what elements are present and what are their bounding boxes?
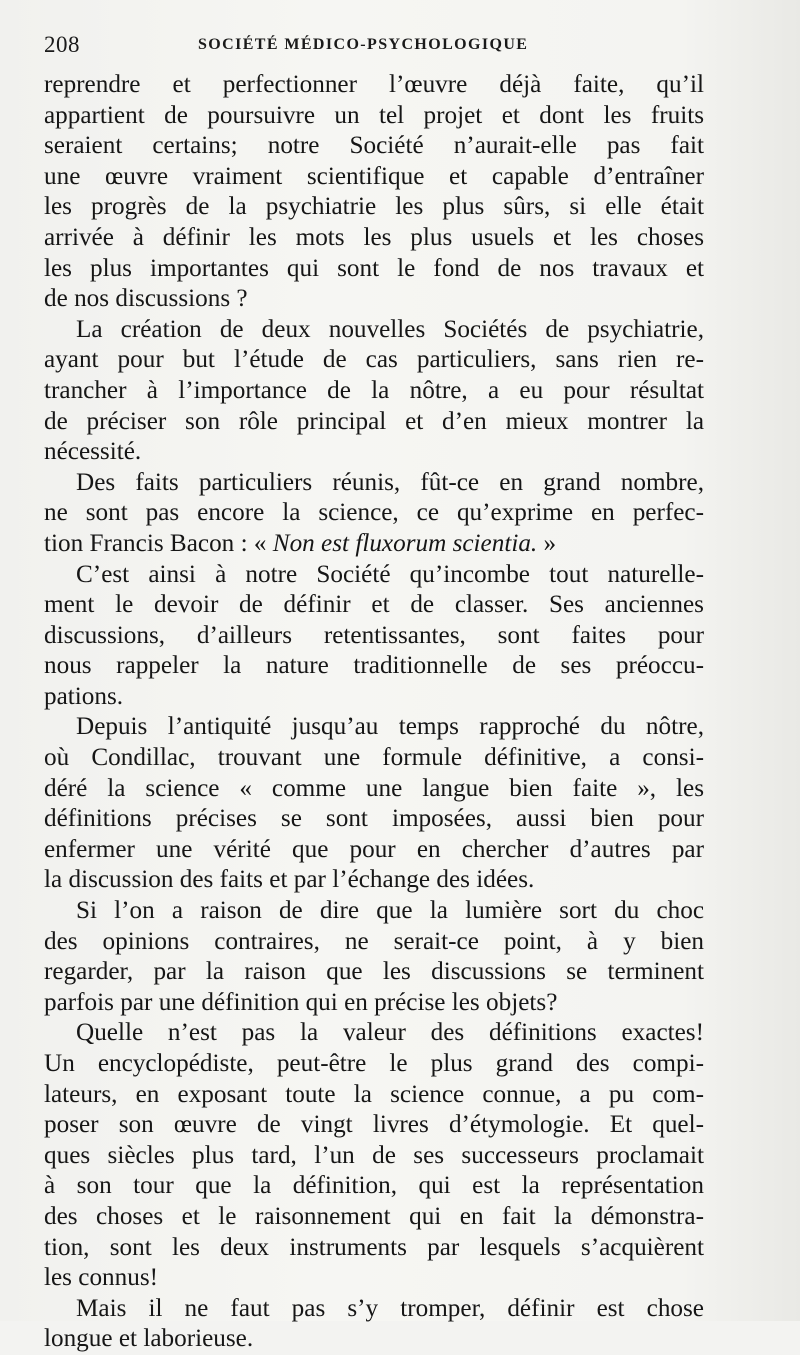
line-text: La création de deux nouvelles Sociétés de psychiatrie, <box>76 315 704 343</box>
line-text: où Condillac, trouvant une formule définitive, a consi- <box>44 744 704 772</box>
line-text: les progrès de la psychiatrie les plus sûrs, si elle était <box>44 193 704 221</box>
text-line <box>44 101 704 132</box>
line-text: lateurs, en exposant toute la science connue, a pu com- <box>44 1080 704 1108</box>
line-text: la discussion des faits et par l’échange des idées. <box>44 866 535 894</box>
text-line <box>44 1294 704 1325</box>
line-text: enfermer une vérité que pour en chercher d’autres par <box>44 835 704 863</box>
text-line <box>44 927 704 958</box>
body-text <box>44 70 704 1355</box>
text-line <box>44 1171 704 1202</box>
text-line <box>44 468 704 499</box>
text-line <box>44 1018 704 1049</box>
running-title: SOCIÉTÉ MÉDICO-PSYCHOLOGIQUE <box>198 36 529 53</box>
text-line <box>44 223 704 254</box>
text-line <box>44 743 704 774</box>
text-line <box>44 1324 704 1355</box>
text-line <box>44 865 704 896</box>
line-text: à son tour que la définition, qui est la représentation <box>44 1172 704 1200</box>
line-text: une œuvre vraiment scientifique et capable d’entraîner <box>44 162 704 190</box>
line-text: Mais il ne faut pas s’y tromper, définir est chose <box>76 1294 704 1322</box>
text-line <box>44 896 704 927</box>
text-line <box>44 957 704 988</box>
text-line <box>44 804 704 835</box>
line-text: nous rappeler la nature traditionnelle de ses préoccu- <box>44 652 704 680</box>
line-text: parfois par une définition qui en précise les objets? <box>44 988 558 1016</box>
text-line <box>44 712 704 743</box>
line-text: de nos discussions ? <box>44 285 248 313</box>
text-line <box>44 682 704 713</box>
line-text: Si l’on a raison de dire que la lumière sort du choc <box>76 897 704 925</box>
line-text: arrivée à définir les mots les plus usuels et les choses <box>44 223 704 251</box>
line-text: Depuis l’antiquité jusqu’au temps rapproché du nôtre, <box>76 713 704 741</box>
italic-quote: Non est fluxorum scientia. <box>272 529 538 557</box>
line-text: trancher à l’importance de la nôtre, a eu pour résultat <box>44 376 704 404</box>
text-line <box>44 560 704 591</box>
line-text: Des faits particuliers réunis, fût-ce en grand nombre, <box>76 468 704 496</box>
text-line <box>44 131 704 162</box>
line-text: ne sont pas encore la science, ce qu’exprime en perfec- <box>44 499 704 527</box>
text-line <box>44 376 704 407</box>
line-text: déré la science « comme une langue bien faite », les <box>44 774 704 802</box>
text-line <box>44 315 704 346</box>
line-text: Quelle n’est pas la valeur des définitions exactes! <box>76 1019 704 1047</box>
line-text: ment le devoir de définir et de classer. Ses anciennes <box>44 591 704 619</box>
text-line <box>44 621 704 652</box>
text-line <box>44 284 704 315</box>
text-line <box>44 1049 704 1080</box>
text-line <box>44 774 704 805</box>
line-text: ques siècles plus tard, l’un de ses successeurs proclamait <box>44 1141 704 1169</box>
text-line <box>44 1080 704 1111</box>
text-line <box>44 498 704 529</box>
text-line <box>44 1141 704 1172</box>
line-text: des choses et le raisonnement qui en fait la démonstra- <box>44 1202 704 1230</box>
text-line <box>44 835 704 866</box>
line-text: Un encyclopédiste, peut-être le plus grand des compi- <box>44 1050 704 1077</box>
line-text: seraient certains; notre Société n’aurait-elle pas fait <box>44 132 704 160</box>
text-line <box>44 590 704 621</box>
line-text: tion, sont les deux instruments par lesquels s’acquièrent <box>44 1233 704 1261</box>
line-text: définitions précises se sont imposées, aussi bien pour <box>44 805 704 833</box>
line-text: tion Francis Bacon : « <box>44 529 273 557</box>
text-line <box>44 162 704 193</box>
line-text: longue et laborieuse. <box>44 1325 254 1353</box>
text-line <box>44 70 704 101</box>
line-text: pations. <box>44 682 124 710</box>
text-line <box>44 437 704 468</box>
line-text: nécessité. <box>44 438 142 466</box>
line-text: reprendre et perfectionner l’œuvre déjà faite, qu’il <box>44 71 704 98</box>
text-line <box>44 254 704 285</box>
line-text: ayant pour but l’étude de cas particuliers, sans rien re- <box>44 346 704 374</box>
text-line <box>44 651 704 682</box>
text-line <box>44 529 704 560</box>
line-text: regarder, par la raison que les discussions se terminent <box>44 958 704 986</box>
line-text: les plus importantes qui sont le fond de nos travaux et <box>44 254 704 282</box>
text-line <box>44 1202 704 1233</box>
text-line <box>44 345 704 376</box>
line-text: poser son œuvre de vingt livres d’étymologie. Et quel- <box>44 1111 704 1139</box>
text-line <box>44 1233 704 1264</box>
text-line <box>44 407 704 438</box>
text-line <box>44 1263 704 1294</box>
line-text: C’est ainsi à notre Société qu’incombe tout naturelle- <box>76 560 704 588</box>
line-text: des opinions contraires, ne serait-ce point, à y bien <box>44 927 704 955</box>
text-line <box>44 988 704 1019</box>
page-header <box>44 30 704 62</box>
line-text: discussions, d’ailleurs retentissantes, sont faites pour <box>44 621 704 649</box>
text-line <box>44 192 704 223</box>
line-text-after: » <box>537 529 557 557</box>
text-line <box>44 1110 704 1141</box>
page-number: 208 <box>44 32 80 57</box>
line-text: de préciser son rôle principal et d’en mieux montrer la <box>44 407 704 435</box>
line-text: les connus! <box>44 1264 159 1292</box>
line-text: appartient de poursuivre un tel projet et dont les fruits <box>44 101 704 129</box>
